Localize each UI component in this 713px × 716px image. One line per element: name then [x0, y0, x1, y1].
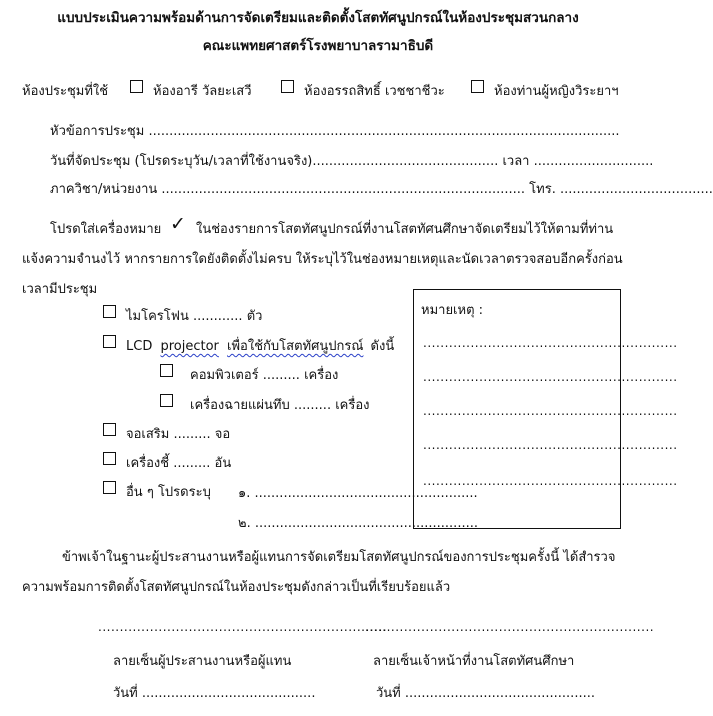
- room-checkbox-1[interactable]: [130, 80, 143, 93]
- right-signature-date[interactable]: วันที่ ..............................................: [376, 686, 595, 701]
- computer-checkbox[interactable]: [160, 364, 173, 377]
- monitor-item: จอเสริม ......... จอ: [126, 427, 231, 442]
- lcd-label: LCD: [126, 339, 153, 354]
- topic-field[interactable]: หัวข้อการประชุม ..................................................................................................................: [50, 124, 620, 139]
- right-signature-line[interactable]: ...................................................................: [365, 620, 655, 634]
- left-signature-line[interactable]: ...................................................................: [98, 620, 388, 634]
- notes-line[interactable]: ...........................................................: [423, 438, 678, 452]
- lcd-checkbox[interactable]: [103, 335, 116, 348]
- pointer-item: เครื่องชี้ ......... อัน: [126, 456, 232, 471]
- statement-line2: ความพร้อมการติดตั้งโสตทัศนูปกรณ์ในห้องประชุมดังกล่าวเป็นที่เรียบร้อยแล้ว: [22, 580, 451, 595]
- room-checkbox-2[interactable]: [281, 80, 294, 93]
- room-option-2: ห้องอรรถสิทธิ์ เวชชาชีวะ: [304, 84, 445, 99]
- other-checkbox[interactable]: [103, 481, 116, 494]
- instruction-line3: เวลามีประชุม: [22, 282, 98, 297]
- check-mark-icon: ✓: [170, 213, 186, 235]
- other-item: อื่น ๆ โปรดระบุ: [126, 485, 211, 500]
- date-field[interactable]: วันที่จัดประชุม (โปรดระบุวัน/เวลาที่ใช้งานจริง)............................................. เวลา .............................: [50, 154, 654, 169]
- room-option-1: ห้องอารี วัลยะเสวี: [153, 84, 252, 99]
- lcd-item: [126, 335, 394, 356]
- left-signature-date[interactable]: วันที่ ..........................................: [113, 686, 316, 701]
- dept-field[interactable]: ภาควิชา/หน่วยงาน ........................................................................................ โทร. .....................................: [50, 182, 713, 197]
- notes-line[interactable]: ...........................................................: [423, 370, 678, 384]
- form-title-line2: คณะแพทยศาสตร์โรงพยาบาลรามาธิบดี: [202, 38, 434, 54]
- room-checkbox-3[interactable]: [471, 80, 484, 93]
- visualizer-checkbox[interactable]: [160, 394, 173, 407]
- instruction-line1-b: ในช่องรายการโสตทัศนูปกรณ์ที่งานโสตทัศนศึกษาจัดเตรียมไว้ให้ตามที่ท่าน: [196, 222, 614, 237]
- other-line-2[interactable]: ๒. ......................................................: [238, 516, 478, 531]
- notes-line[interactable]: ...........................................................: [423, 404, 678, 418]
- right-signature-label: ลายเซ็นเจ้าหน้าที่งานโสตทัศนศึกษา: [373, 654, 575, 669]
- lcd-projector-word: projector: [160, 339, 219, 354]
- statement-line1: ข้าพเจ้าในฐานะผู้ประสานงานหรือผู้แทนการจัดเตรียมโสตทัศนูปกรณ์ของการประชุมครั้งนี้ ได้สำรวจ: [62, 550, 616, 565]
- room-label: ห้องประชุมที่ใช้: [22, 84, 109, 99]
- instruction-line1-a: โปรดใส่เครื่องหมาย: [50, 222, 162, 237]
- lcd-following: ดังนี้: [370, 339, 395, 354]
- microphone-item: ไมโครโฟน ............ ตัว: [126, 309, 263, 324]
- notes-label: หมายเหตุ :: [421, 303, 484, 318]
- notes-line[interactable]: ...........................................................: [423, 474, 678, 488]
- notes-line[interactable]: ...........................................................: [423, 336, 678, 350]
- microphone-checkbox[interactable]: [103, 305, 116, 318]
- other-line-1[interactable]: ๑. ......................................................: [238, 486, 478, 501]
- room-option-3: ห้องท่านผู้หญิงวิระยาฯ: [494, 84, 619, 99]
- left-signature-label: ลายเซ็นผู้ประสานงานหรือผู้แทน: [113, 654, 292, 669]
- lcd-purpose: เพื่อใช้กับโสตทัศนูปกรณ์: [227, 339, 364, 354]
- pointer-checkbox[interactable]: [103, 452, 116, 465]
- computer-item: คอมพิวเตอร์ ......... เครื่อง: [190, 368, 339, 383]
- form-title-line1: แบบประเมินความพร้อมด้านการจัดเตรียมและติดตั้งโสตทัศนูปกรณ์ในห้องประชุมสวนกลาง: [57, 10, 579, 26]
- instruction-line2: แจ้งความจำนงไว้ หากรายการใดยังติดตั้งไม่ครบ ให้ระบุไว้ในช่องหมายเหตุและนัดเวลาตรวจสอบอีกครั้งก่อน: [22, 252, 623, 267]
- monitor-checkbox[interactable]: [103, 423, 116, 436]
- visualizer-item: เครื่องฉายแผ่นทึบ ......... เครื่อง: [190, 398, 370, 413]
